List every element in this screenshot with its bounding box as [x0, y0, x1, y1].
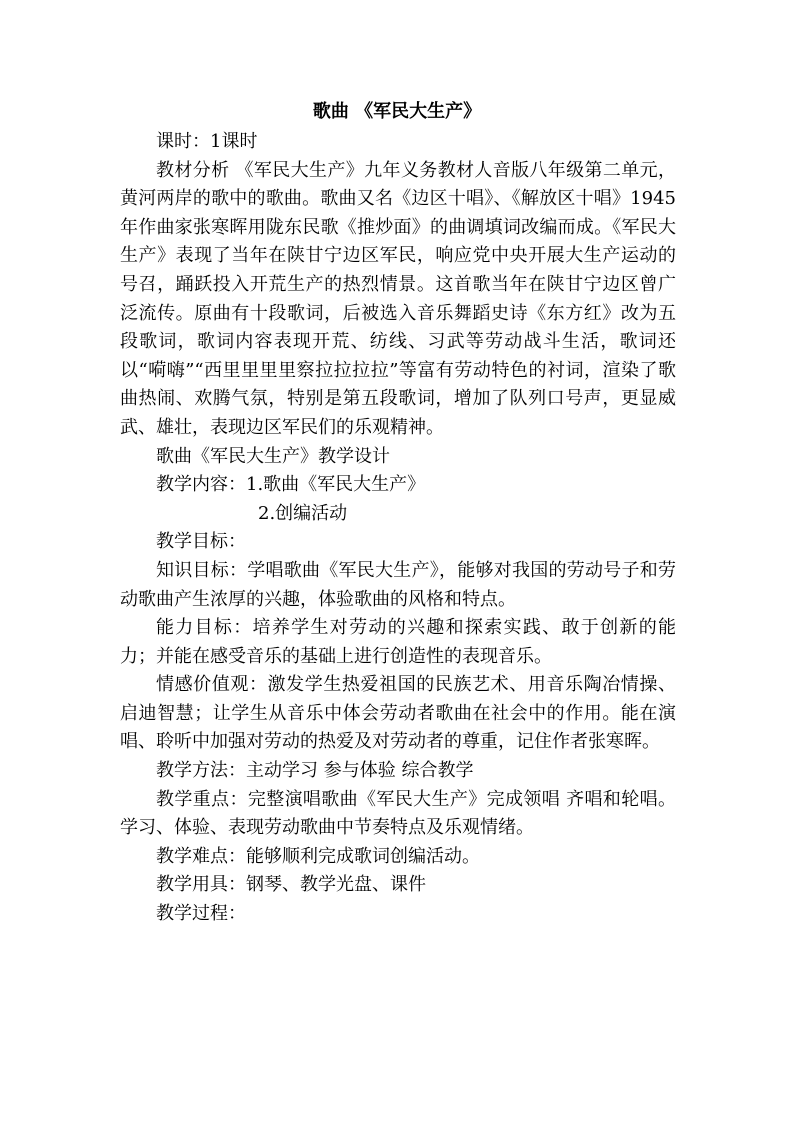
teaching-process: 教学过程：: [156, 903, 246, 925]
document-body: [120, 128, 676, 929]
teaching-content-1: 教学内容：1.歌曲《军民大生产》: [156, 474, 426, 496]
teaching-goals-heading: 教学目标：: [156, 531, 246, 553]
lesson-hours: 课时：1课时: [156, 131, 258, 152]
material-analysis: 教材分析 《军民大生产》九年义务教材人音版八年级第二单元，黄河两岸的歌中的歌曲。歌曲又名《边区十唱》、《解放区十唱》1945年作曲家张寒晖用陇东民歌《推炒面》的曲调填词改编而成。《军民大生产》表现了当年在陕甘宁边区军民，响应党中央开展大生产运动的号召，踊跃投入开荒生产的热烈情景。这首歌当年在陕甘宁边区曾广泛流传。原曲有十段歌词，后被选入音乐舞蹈史诗《东方红》改为五段歌词，歌词内容表现开荒、纺线、习武等劳动战斗生活，歌词还以“嗬嗨”“西里里里里察拉拉拉拉”等富有劳动特色的衬词，渲染了歌曲热闹、欢腾气氛，特别是第五段歌词，增加了队列口号声，更显威武、雄壮，表现边区军民们的乐观精神。: [120, 159, 676, 438]
teaching-methods: 教学方法：主动学习 参与体验 综合教学: [156, 760, 474, 782]
teaching-content-2: 2.创编活动: [258, 502, 348, 524]
document-title: 歌曲 《军民大生产》: [312, 101, 482, 122]
teaching-difficulties: 教学难点：能够顺利完成歌词创编活动。: [156, 845, 480, 867]
design-heading: 歌曲《军民大生产》教学设计: [156, 445, 390, 467]
emotion-goal: 情感价值观：激发学生热爱祖国的民族艺术、用音乐陶冶情操、启迪智慧；让学生从音乐中体会劳动者歌曲在社会中的作用。能在演唱、聆听中加强对劳动的热爱及对劳动者的尊重，记住作者张寒晖。: [120, 674, 676, 753]
ability-goal: 能力目标：培养学生对劳动的兴趣和探索实践、敢于创新的能力；并能在感受音乐的基础上进行创造性的表现音乐。: [120, 617, 676, 667]
teaching-key-points: 教学重点：完整演唱歌曲《军民大生产》完成领唱 齐唱和轮唱。学习、体验、表现劳动歌曲中节奏特点及乐观情绪。: [120, 788, 676, 839]
teaching-tools: 教学用具：钢琴、教学光盘、课件: [156, 874, 426, 896]
knowledge-goal: 知识目标：学唱歌曲《军民大生产》，能够对我国的劳动号子和劳动歌曲产生浓厚的兴趣，体验歌曲的风格和特点。: [120, 559, 676, 610]
